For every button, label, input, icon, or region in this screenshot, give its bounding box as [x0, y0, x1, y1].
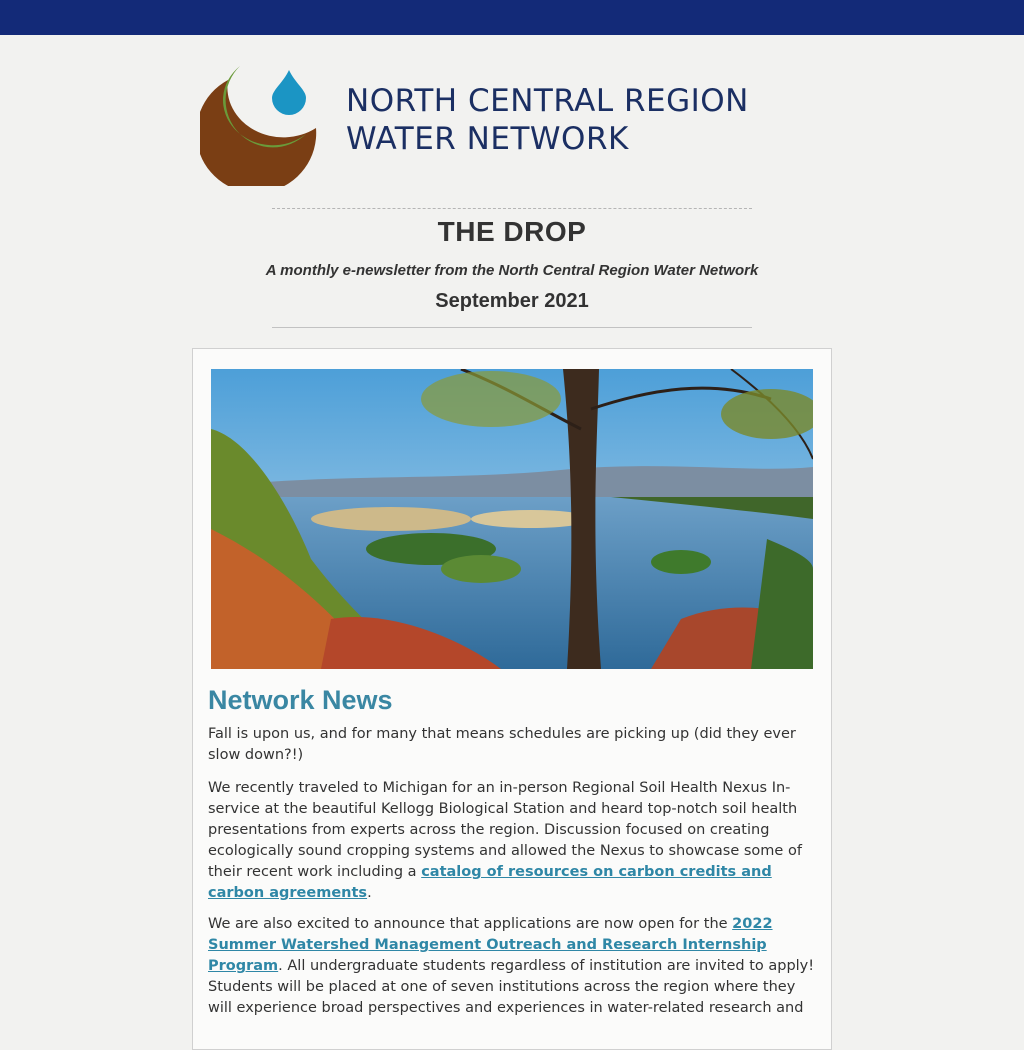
logo-line-2: WATER NETWORK — [346, 121, 629, 157]
network-news-heading: Network News — [208, 685, 393, 715]
paragraph-2-text: We recently traveled to Michigan for an in-person Regional Soil Health Nexus In-service at the beautiful Kellogg Biological Station and heard top-notch soil health presentations from experts across the region. Discussion focused on creating ecologically sound cropping systems and allowed the Nexus to showcase some of their recent work including a — [208, 780, 802, 880]
newsletter-subtitle: A monthly e-newsletter from the North Central Region Water Network — [265, 262, 759, 279]
river-landscape-photo-icon — [211, 369, 813, 669]
network-news-paragraph-1: Fall is upon us, and for many that means schedules are picking up (did they ever slow down?!) — [208, 726, 796, 763]
paragraph-3-text: We are also excited to announce that applications are now open for the — [208, 916, 733, 932]
paragraph-3-rest: . All undergraduate students regardless of institution are invited to apply! Students will be placed at one of seven institutions across the region where they will experience broad perspectives and experiences in water-related research and — [208, 958, 815, 1016]
carbon-credits-catalog-link[interactable]: catalog of resources on carbon credits and carbon agreements — [208, 864, 772, 901]
network-news-paragraph-3 — [208, 914, 818, 1019]
logo-wordmark — [346, 82, 749, 158]
dashed-divider — [272, 208, 752, 209]
issue-date: September 2021 — [435, 290, 589, 312]
internship-program-link[interactable]: 2022 Summer Watershed Management Outreach and Research Internship Program — [208, 916, 773, 974]
water-drop-logo-icon — [200, 58, 330, 186]
network-logo[interactable] — [200, 58, 830, 186]
network-news-paragraph-2 — [208, 778, 818, 904]
solid-divider — [272, 327, 752, 328]
logo-line-1: NORTH CENTRAL REGION — [346, 83, 749, 119]
top-banner-bar — [0, 0, 1024, 35]
hero-image — [211, 369, 813, 669]
paragraph-2-end: . — [367, 885, 372, 901]
newsletter-title: THE DROP — [437, 216, 587, 247]
content-card — [192, 348, 832, 1050]
